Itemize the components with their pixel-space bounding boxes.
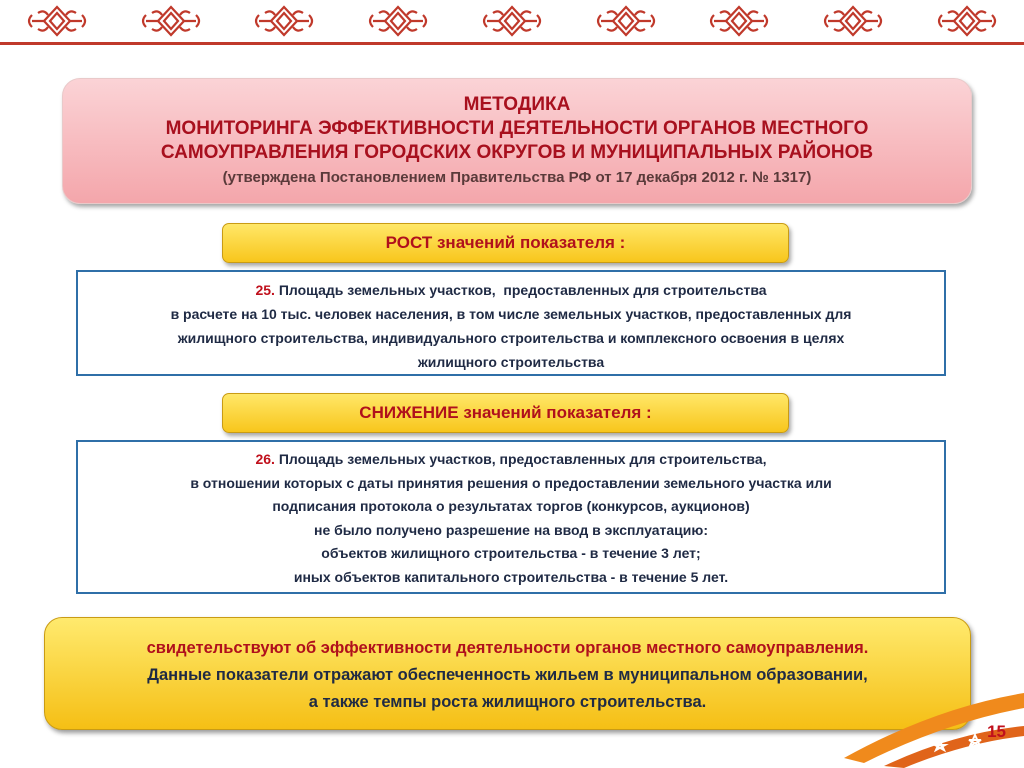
- indicator-25-line-1: [78, 278, 944, 302]
- decline-label-pill: [222, 393, 789, 433]
- decline-label-emphasis: СНИЖЕНИЕ: [359, 403, 459, 422]
- orange-swoosh-stars-icon: [824, 648, 1024, 768]
- chuvash-ornament-icon: [363, 3, 433, 39]
- indicator-26-line-5: объектов жилищного строительства - в течение 3 лет;: [321, 545, 701, 561]
- indicator-25-number: 25.: [255, 282, 275, 298]
- conclusion-line-1: свидетельствуют об эффективности деятельности органов местного самоуправления.: [146, 639, 869, 657]
- indicator-26-line-4: не было получено разрешение на ввод в эксплуатацию:: [313, 521, 709, 538]
- indicator-26-line-3: подписания протокола о результатах торгов (конкурсов, аукционов): [272, 498, 750, 514]
- conclusion-line-3: а также темпы роста жилищного строительства.: [308, 693, 707, 711]
- conclusion-line-2: Данные показатели отражают обеспеченность жильем в муниципальном образовании,: [147, 666, 868, 684]
- chuvash-ornament-icon: [818, 3, 888, 39]
- chuvash-ornament-icon: [477, 3, 547, 39]
- growth-label-rest: значений показателя :: [432, 233, 626, 252]
- indicator-25-line-2: в расчете на 10 тыс. человек населения, в том числе земельных участков, предоставленных для: [170, 306, 852, 322]
- indicator-25-line-3: жилищного строительства, индивидуального строительства и комплексного освоения в целях: [177, 330, 845, 346]
- indicator-26-number: 26.: [255, 451, 275, 467]
- indicator-25-box: [76, 270, 946, 376]
- chuvash-ornament-icon: [704, 3, 774, 39]
- title-subtitle: (утверждена Постановлением Правительства РФ от 17 декабря 2012 г. № 1317): [222, 169, 812, 186]
- page-number: 15: [987, 722, 1006, 741]
- title-box: [62, 78, 972, 204]
- indicator-26-box: [76, 440, 946, 594]
- growth-label-pill: [222, 223, 789, 263]
- indicator-26-line-6: иных объектов капитального строительства - в течение 5 лет.: [293, 568, 729, 585]
- chuvash-ornament-icon: [591, 3, 661, 39]
- title-line-2: МОНИТОРИНГА ЭФФЕКТИВНОСТИ ДЕЯТЕЛЬНОСТИ ОРГАНОВ МЕСТНОГО: [165, 118, 869, 139]
- chuvash-ornament-icon: [136, 3, 206, 39]
- indicator-26-text-1: Площадь земельных участков, предоставленных для строительства,: [274, 451, 767, 467]
- title-line-1: МЕТОДИКА: [463, 94, 571, 115]
- chuvash-ornament-icon: [22, 3, 92, 39]
- ornament-header-band: [0, 0, 1024, 45]
- indicator-26-line-1: [78, 448, 944, 472]
- indicator-25-text-1: Площадь земельных участков, предоставленных для строительства: [274, 282, 767, 298]
- chuvash-ornament-icon: [932, 3, 1002, 39]
- decline-label-rest: значений показателя :: [458, 403, 652, 422]
- title-line-3: САМОУПРАВЛЕНИЯ ГОРОДСКИХ ОКРУГОВ И МУНИЦИПАЛЬНЫХ РАЙОНОВ: [160, 142, 874, 163]
- chuvash-ornament-icon: [249, 3, 319, 39]
- indicator-26-line-2: в отношении которых с даты принятия решения о предоставлении земельного участка или: [190, 474, 832, 491]
- growth-label-emphasis: РОСТ: [385, 233, 433, 252]
- indicator-25-line-4: жилищного строительства: [417, 354, 605, 370]
